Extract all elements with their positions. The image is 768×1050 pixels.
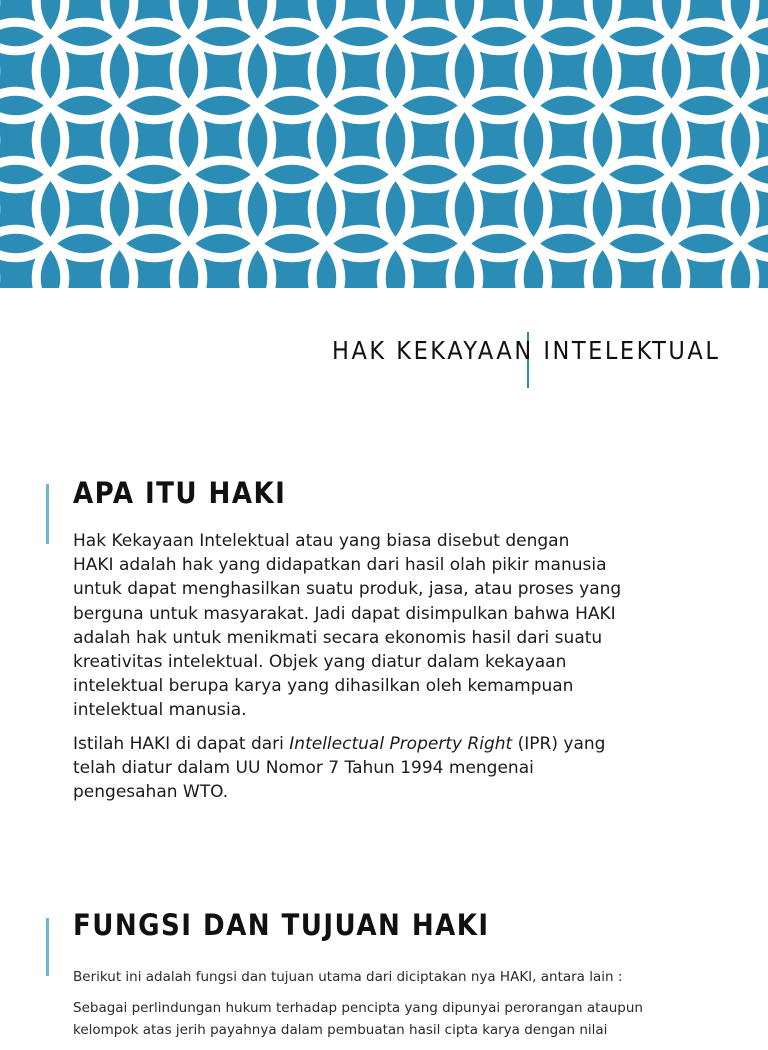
text-line: kreativitas intelektual. Objek yang diatur dalam kekayaan [73, 652, 567, 673]
section-heading: APA ITU HAKI [73, 476, 287, 510]
intro-text: Berikut ini adalah fungsi dan tujuan utama dari diciptakan nya HAKI, antara lain : [73, 969, 623, 985]
title-slide [0, 0, 768, 432]
paragraph-istilah [73, 732, 673, 805]
text-segment: Istilah HAKI di dapat dari [73, 733, 290, 754]
body-text [73, 966, 713, 1050]
heading-accent-bar [46, 484, 49, 544]
heading-accent-bar [46, 918, 49, 976]
text-line: intelektual berupa karya yang dihasilkan oleh kemampuan [73, 676, 574, 697]
text-line: kelompok atas jerih payahnya dalam pembuatan hasil cipta karya dengan nilai [73, 1022, 608, 1038]
list-item [73, 997, 713, 1041]
body-text [73, 529, 673, 813]
text-line: Sebagai perlindungan hukum terhadap pencipta yang dipunyai perorangan ataupun [73, 1000, 643, 1016]
slide-fungsi-tujuan [0, 864, 768, 1038]
italic-term: Intellectual Property Right [289, 733, 513, 754]
text-line: berguna untuk masyarakat. Jadi dapat disimpulkan bahwa HAKI [73, 603, 616, 624]
text-line: pengesahan WTO. [73, 782, 229, 803]
text-line: untuk dapat menghasilkan suatu produk, jasa, atau proses yang [73, 579, 622, 600]
text-line: Hak Kekayaan Intelektual atau yang biasa disebut dengan [73, 531, 570, 551]
paragraph-definition [73, 529, 673, 723]
text-line: telah diatur dalam UU Nomor 7 Tahun 1994 mengenai [73, 757, 534, 778]
text-line: adalah hak untuk menikmati secara ekonomis hasil dari suatu [73, 627, 603, 648]
page-title: HAK KEKAYAAN INTELEKTUAL [332, 336, 721, 365]
text-segment: (IPR) yang [512, 733, 606, 754]
slide-apa-itu-haki [0, 432, 768, 864]
text-line: intelektual manusia. [73, 700, 247, 721]
text-line: HAKI adalah hak yang didapatkan dari hasil olah pikir manusia [73, 555, 607, 576]
text-line [73, 732, 673, 756]
decorative-circle-pattern [0, 0, 768, 288]
section-heading: FUNGSI DAN TUJUAN HAKI [73, 908, 490, 942]
